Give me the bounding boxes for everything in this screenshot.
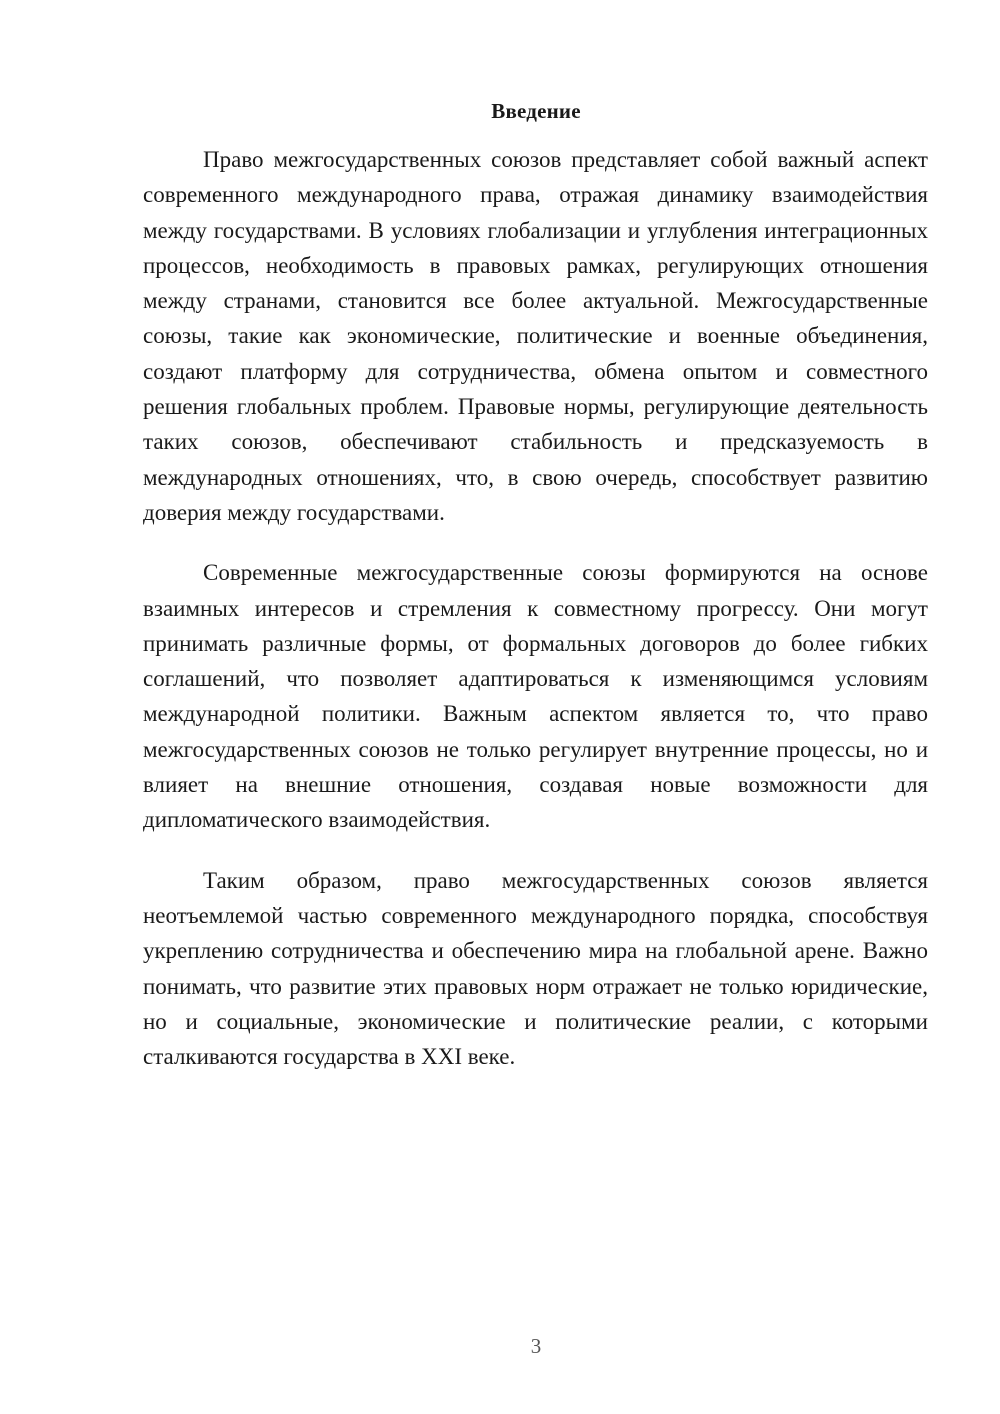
- paragraph-2: Современные межгосударственные союзы формируются на основе взаимных интересов и стремления к совместному прогрессу. Они могут принимать различные формы, от формальных договоров до более гибких соглашений, что позволяет адаптироваться к изменяющимся условиям международной политики. Важным аспектом является то, что право межгосударственных союзов не только регулирует внутренние процессы, но и влияет на внешние отношения, создавая новые возможности для дипломатического взаимодействия.: [143, 560, 928, 833]
- document-body: [143, 142, 928, 1099]
- paragraph-1: Право межгосударственных союзов представляет собой важный аспект современного международного права, отражая динамику взаимодействия между государствами. В условиях глобализации и углубления интеграционных процессов, необходимость в правовых рамках, регулирующих отношения между странами, становится все более актуальной. Межгосударственные союзы, такие как экономические, политические и военные объединения, создают платформу для сотрудничества, обмена опытом и совместного решения глобальных проблем. Правовые нормы, регулирующие деятельность таких союзов, обеспечивают стабильность и предсказуемость в международных отношениях, что, в свою очередь, способствует развитию доверия между государствами.: [143, 147, 928, 525]
- page-title: Введение: [491, 99, 581, 123]
- paragraph-3: Таким образом, право межгосударственных союзов является неотъемлемой частью современного международного порядка, способствуя укреплению сотрудничества и обеспечению мира на глобальной арене. Важно понимать, что развитие этих правовых норм отражает не только юридические, но и социальные, экономические и политические реалии, с которыми сталкиваются государства в XXI веке.: [143, 867, 928, 1070]
- page-number: 3: [530, 1334, 542, 1358]
